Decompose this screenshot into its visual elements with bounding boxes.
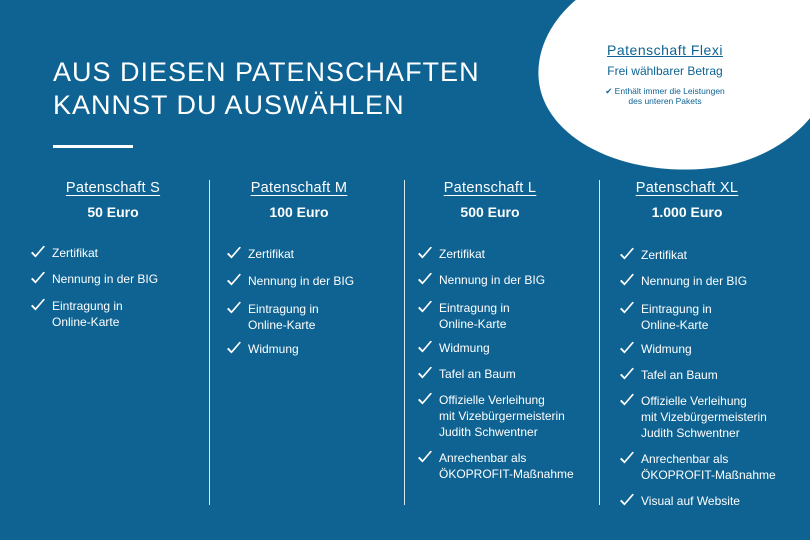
- feature-label: Anrechenbar als ÖKOPROFIT-Maßnahme: [439, 451, 574, 481]
- feature-label: Zertifikat: [641, 248, 688, 262]
- feature-item: [417, 246, 599, 262]
- feature-item: [417, 366, 599, 382]
- feature-label: Anrechenbar als ÖKOPROFIT-Maßnahme: [641, 452, 776, 482]
- feature-item: [619, 301, 801, 333]
- package-price: 500 Euro: [460, 204, 520, 220]
- headline-line-1: AUS DIESEN PATENSCHAFTEN: [53, 57, 480, 87]
- package-title: Patenschaft S: [65, 180, 161, 196]
- feature-item: [619, 393, 801, 441]
- feature-label: Widmung: [248, 342, 299, 356]
- checkmark-icon: [30, 245, 46, 259]
- checkmark-icon: [619, 367, 635, 381]
- checkmark-icon: [619, 273, 635, 287]
- column-divider: [599, 180, 600, 505]
- feature-item: [226, 341, 408, 357]
- headline: [53, 56, 480, 122]
- checkmark-icon: [619, 341, 635, 355]
- checkmark-icon: [619, 301, 635, 315]
- feature-label: Eintragung in Online-Karte: [248, 302, 319, 332]
- flexi-subtitle: Frei wählbarer Betrag: [607, 64, 723, 78]
- headline-underline: [53, 145, 133, 148]
- feature-label: Widmung: [439, 341, 490, 355]
- checkmark-icon: [417, 392, 433, 406]
- feature-item: [30, 298, 212, 330]
- feature-label: Zertifikat: [52, 246, 99, 260]
- checkmark-icon: [226, 246, 242, 260]
- checkmark-icon: [30, 298, 46, 312]
- package-price: 50 Euro: [87, 204, 139, 220]
- feature-item: [226, 301, 408, 333]
- feature-label: Nennung in der BIG: [52, 272, 159, 286]
- feature-item: [417, 450, 599, 482]
- feature-item: [619, 493, 801, 509]
- package-column-m: [204, 180, 394, 356]
- checkmark-icon: [30, 271, 46, 285]
- feature-label: Visual auf Website: [641, 494, 740, 508]
- feature-item: [619, 451, 801, 483]
- feature-label: Eintragung in Online-Karte: [52, 299, 123, 329]
- checkmark-icon: [226, 341, 242, 355]
- checkmark-icon: [226, 301, 242, 315]
- flexi-title: Patenschaft Flexi: [607, 42, 723, 58]
- package-title: Patenschaft L: [443, 180, 537, 196]
- feature-label: Eintragung in Online-Karte: [439, 301, 510, 331]
- package-title: Patenschaft XL: [635, 180, 739, 196]
- feature-item: [417, 272, 599, 288]
- feature-label: Offizielle Verleihung mit Vizebürgermeisterin Judith Schwentner: [439, 393, 565, 439]
- feature-label: Tafel an Baum: [641, 368, 718, 382]
- feature-item: [30, 245, 212, 261]
- headline-line-2: KANNST DU AUSWÄHLEN: [53, 90, 405, 120]
- feature-item: [226, 246, 408, 262]
- checkmark-icon: [619, 451, 635, 465]
- feature-label: Zertifikat: [248, 247, 295, 261]
- feature-label: Widmung: [641, 342, 692, 356]
- feature-item: [619, 341, 801, 357]
- feature-label: Nennung in der BIG: [248, 274, 355, 288]
- checkmark-icon: [619, 393, 635, 407]
- package-column-xl: [592, 180, 782, 508]
- feature-item: [417, 300, 599, 332]
- checkmark-icon: [417, 450, 433, 464]
- feature-label: Zertifikat: [439, 247, 486, 261]
- checkmark-icon: [417, 340, 433, 354]
- feature-item: [619, 367, 801, 383]
- checkmark-icon: [619, 247, 635, 261]
- checkmark-icon: [226, 273, 242, 287]
- feature-item: [619, 273, 801, 289]
- feature-label: Tafel an Baum: [439, 367, 516, 381]
- package-price: 1.000 Euro: [651, 204, 723, 220]
- column-divider: [209, 180, 210, 505]
- package-title: Patenschaft M: [250, 180, 348, 196]
- checkmark-icon: [417, 272, 433, 286]
- checkmark-icon: [417, 246, 433, 260]
- package-column-l: [395, 180, 585, 481]
- checkmark-icon: [417, 366, 433, 380]
- feature-label: Nennung in der BIG: [439, 273, 546, 287]
- flexi-note: ✔ Enthält immer die Leistungen des unteren Pakets: [605, 86, 725, 106]
- checkmark-icon: [417, 300, 433, 314]
- feature-item: [30, 271, 212, 287]
- feature-label: Eintragung in Online-Karte: [641, 302, 712, 332]
- feature-item: [226, 273, 408, 289]
- feature-label: Nennung in der BIG: [641, 274, 748, 288]
- flexi-package: [565, 42, 765, 106]
- feature-item: [619, 247, 801, 263]
- checkmark-icon: [619, 493, 635, 507]
- package-column-s: [18, 180, 208, 329]
- feature-item: [417, 340, 599, 356]
- package-price: 100 Euro: [269, 204, 329, 220]
- feature-item: [417, 392, 599, 440]
- feature-label: Offizielle Verleihung mit Vizebürgermeisterin Judith Schwentner: [641, 394, 767, 440]
